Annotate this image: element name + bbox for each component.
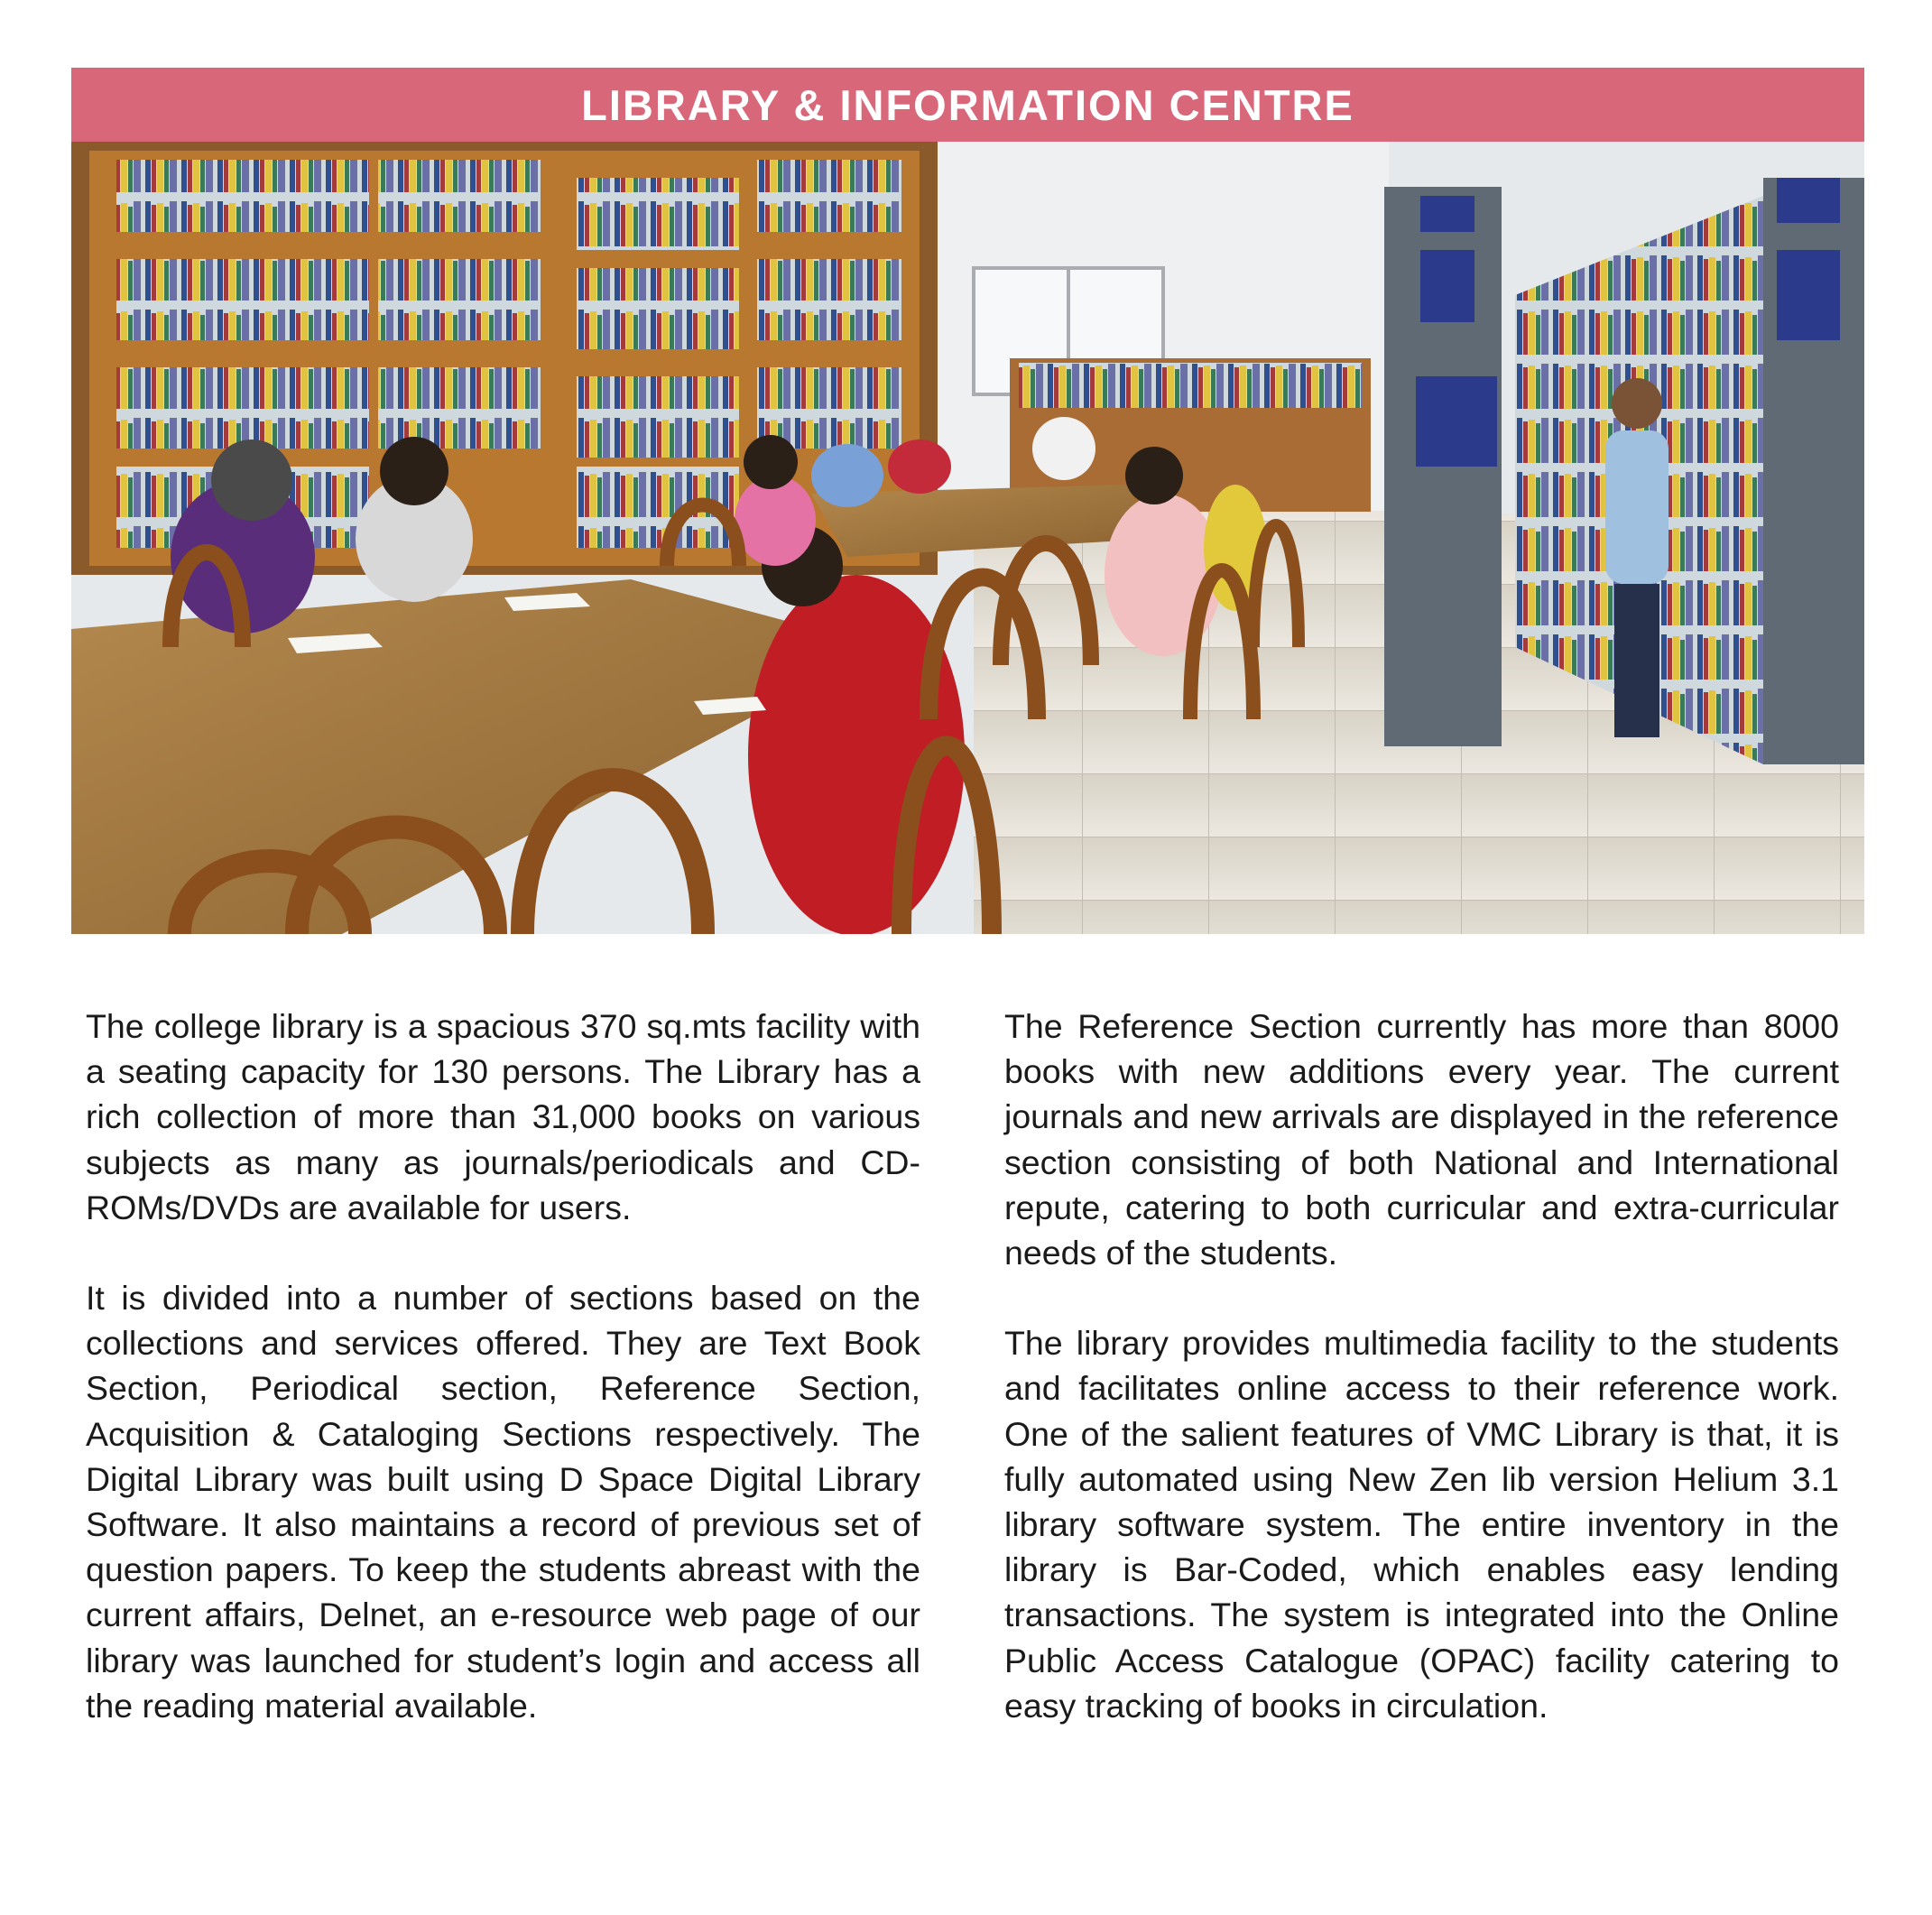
left-column xyxy=(86,1004,920,1773)
page-title: LIBRARY & INFORMATION CENTRE xyxy=(581,80,1354,129)
left-paragraph-1: The college library is a spacious 370 sq.mts facility with a seating capacity for 130 persons. The Library has a rich collection of more than 31,000 books on various subjects as many as journals/periodicals and CD-ROMs/DVDs are available for users. xyxy=(86,1007,920,1226)
right-column xyxy=(1004,1004,1839,1773)
right-paragraph-1: The Reference Section currently has more than 8000 books with new additions every year. The current journals and new arrivals are displayed in the reference section consisting of both National and International repute, catering to both curricular and extra-curricular needs of the students. xyxy=(1004,1007,1839,1272)
library-photo xyxy=(71,142,1864,934)
header-bar xyxy=(71,68,1864,142)
left-paragraph-2: It is divided into a number of sections based on the collections and services offered. They are Text Book Section, Periodical section, Reference Section, Acquisition & Cataloging Sections respectively. The Digital Library was built using D Space Digital Library Software. It also maintains a record of previous set of question papers. To keep the students abreast with the current affairs, Delnet, an e-resource web page of our library was launched for student’s login and access all the reading material available. xyxy=(86,1279,920,1725)
library-photo-illustration xyxy=(71,142,1864,934)
right-paragraph-2: The library provides multimedia facility to the students and facilitates online access to their reference work. One of the salient features of VMC Library is that, it is fully automated using New Zen lib version Helium 3.1 library software system. The entire inventory in the library is Bar-Coded, which enables easy lending transactions. The system is integrated into the Online Public Access Catalogue (OPAC) facility catering to easy tracking of books in circulation. xyxy=(1004,1324,1839,1725)
